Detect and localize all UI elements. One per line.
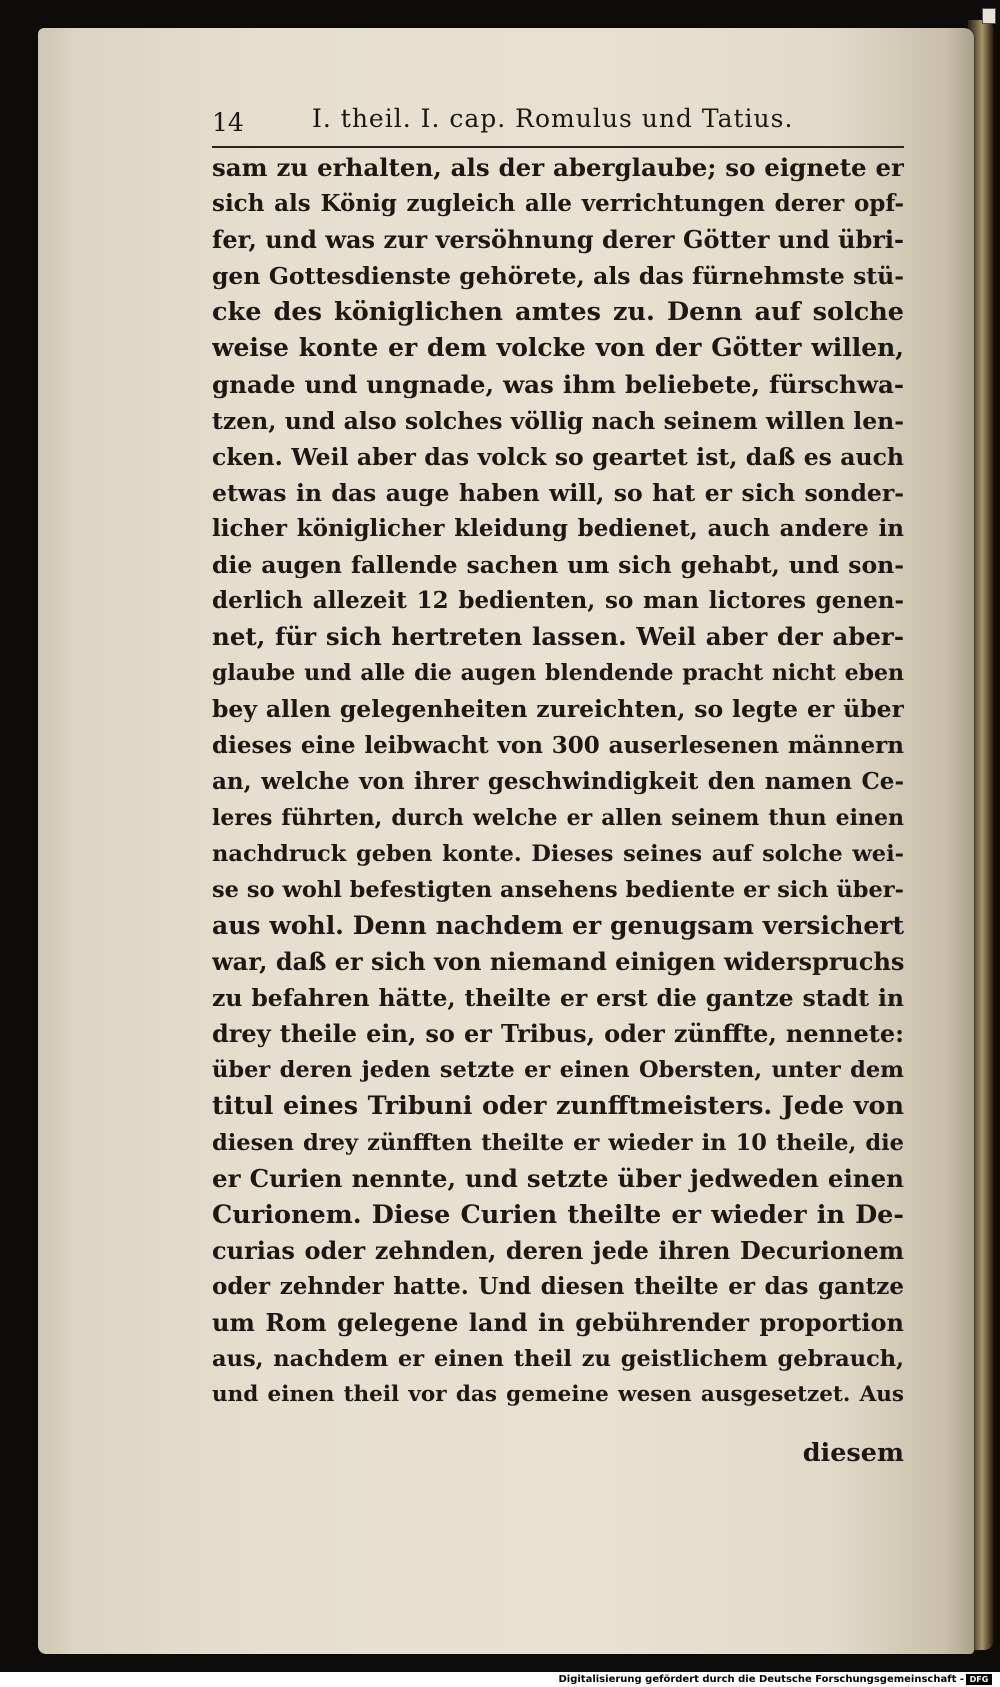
text-line: leres führten, durch welche er allen seinem thun einen: [212, 804, 904, 831]
text-line: derlich allezeit 12 bedienten, so man lictores genen-: [212, 587, 904, 615]
catchword: diesem: [802, 1438, 904, 1468]
running-title: I. theil. I. cap. Romulus und Tatius.: [312, 104, 794, 133]
text-line: aus wohl. Denn nachdem er genugsam versichert: [212, 910, 904, 940]
text-line: fer, und was zur versöhnung derer Götter und übri-: [212, 225, 904, 255]
text-line: licher königlicher kleidung bedienet, auch andere in: [212, 514, 904, 542]
funding-credit: Digitalisierung gefördert durch die Deutsche Forschungsgemeinschaft -: [558, 1674, 964, 1685]
header-rule: [212, 146, 904, 148]
text-line: bey allen gelegenheiten zureichten, so legte er über: [212, 695, 904, 724]
text-line: er Curien nennte, und setzte über jedweden einen: [212, 1163, 904, 1193]
text-line: glaube und alle die augen blendende pracht nicht eben: [212, 660, 904, 687]
text-line: an, welche von ihrer geschwindigkeit den namen Ce-: [212, 767, 904, 795]
text-line: war, daß er sich von niemand einigen widerspruchs: [212, 947, 904, 977]
text-line: über deren jeden setzte er einen Obersten, unter dem: [212, 1057, 904, 1084]
text-line: die augen fallende sachen um sich gehabt, und son-: [212, 551, 904, 580]
text-line: gnade und ungnade, was ihm beliebete, fürschwa-: [212, 369, 904, 399]
text-line: diesen drey zünfften theilte er wieder in 10 theile, die: [212, 1129, 904, 1156]
text-line: zu befahren hätte, theilte er erst die gantze stadt in: [212, 984, 904, 1013]
text-line: titul eines Tribuni oder zunfftmeisters. Jede von: [212, 1091, 904, 1122]
dfg-logo: DFG: [966, 1674, 992, 1685]
text-line: oder zehnder hatte. Und diesen theilte er das gantze: [212, 1272, 904, 1300]
text-line: etwas in das auge haben will, so hat er sich sonder-: [212, 478, 904, 507]
text-line: gen Gottesdienste gehörete, als das fürnehmste stü-: [212, 262, 904, 291]
text-line: aus, nachdem er einen theil zu geistlichem gebrauch,: [212, 1346, 904, 1373]
body-text: [212, 150, 904, 1413]
text-line: curias oder zehnden, deren jede ihren Decurionem: [212, 1235, 904, 1265]
text-line: nachdruck geben konte. Dieses seines auf solche wei-: [212, 840, 904, 867]
text-line: um Rom gelegene land in gebührender proportion: [212, 1308, 904, 1337]
text-line: cke des königlichen amtes zu. Denn auf solche: [212, 297, 904, 328]
running-head: [212, 100, 912, 140]
book-edge-tab: [982, 8, 996, 24]
text-line: weise konte er dem volcke von der Götter willen,: [212, 333, 904, 363]
text-line: tzen, und also solches völlig nach seinem willen len-: [212, 406, 904, 435]
text-line: drey theile ein, so er Tribus, oder zünffte, nennete:: [212, 1019, 904, 1049]
text-line: net, für sich hertreten lassen. Weil aber der aber-: [212, 622, 904, 652]
text-line: cken. Weil aber das volck so geartet ist, daß es auch: [212, 442, 904, 471]
text-line: sam zu erhalten, als der aberglaube; so eignete er: [212, 153, 904, 182]
page-number: 14: [212, 108, 244, 137]
text-line: sich als König zugleich alle verrichtungen derer opf-: [212, 190, 904, 218]
text-line: und einen theil vor das gemeine wesen ausgesetzet. Aus: [212, 1382, 904, 1408]
footer-bar: [0, 1674, 1000, 1687]
text-line: dieses eine leibwacht von 300 auserlesenen männern: [212, 731, 904, 759]
text-line: Curionem. Diese Curien theilte er wieder in De-: [212, 1199, 904, 1230]
text-line: se so wohl befestigten ansehens bediente er sich über-: [212, 876, 904, 903]
